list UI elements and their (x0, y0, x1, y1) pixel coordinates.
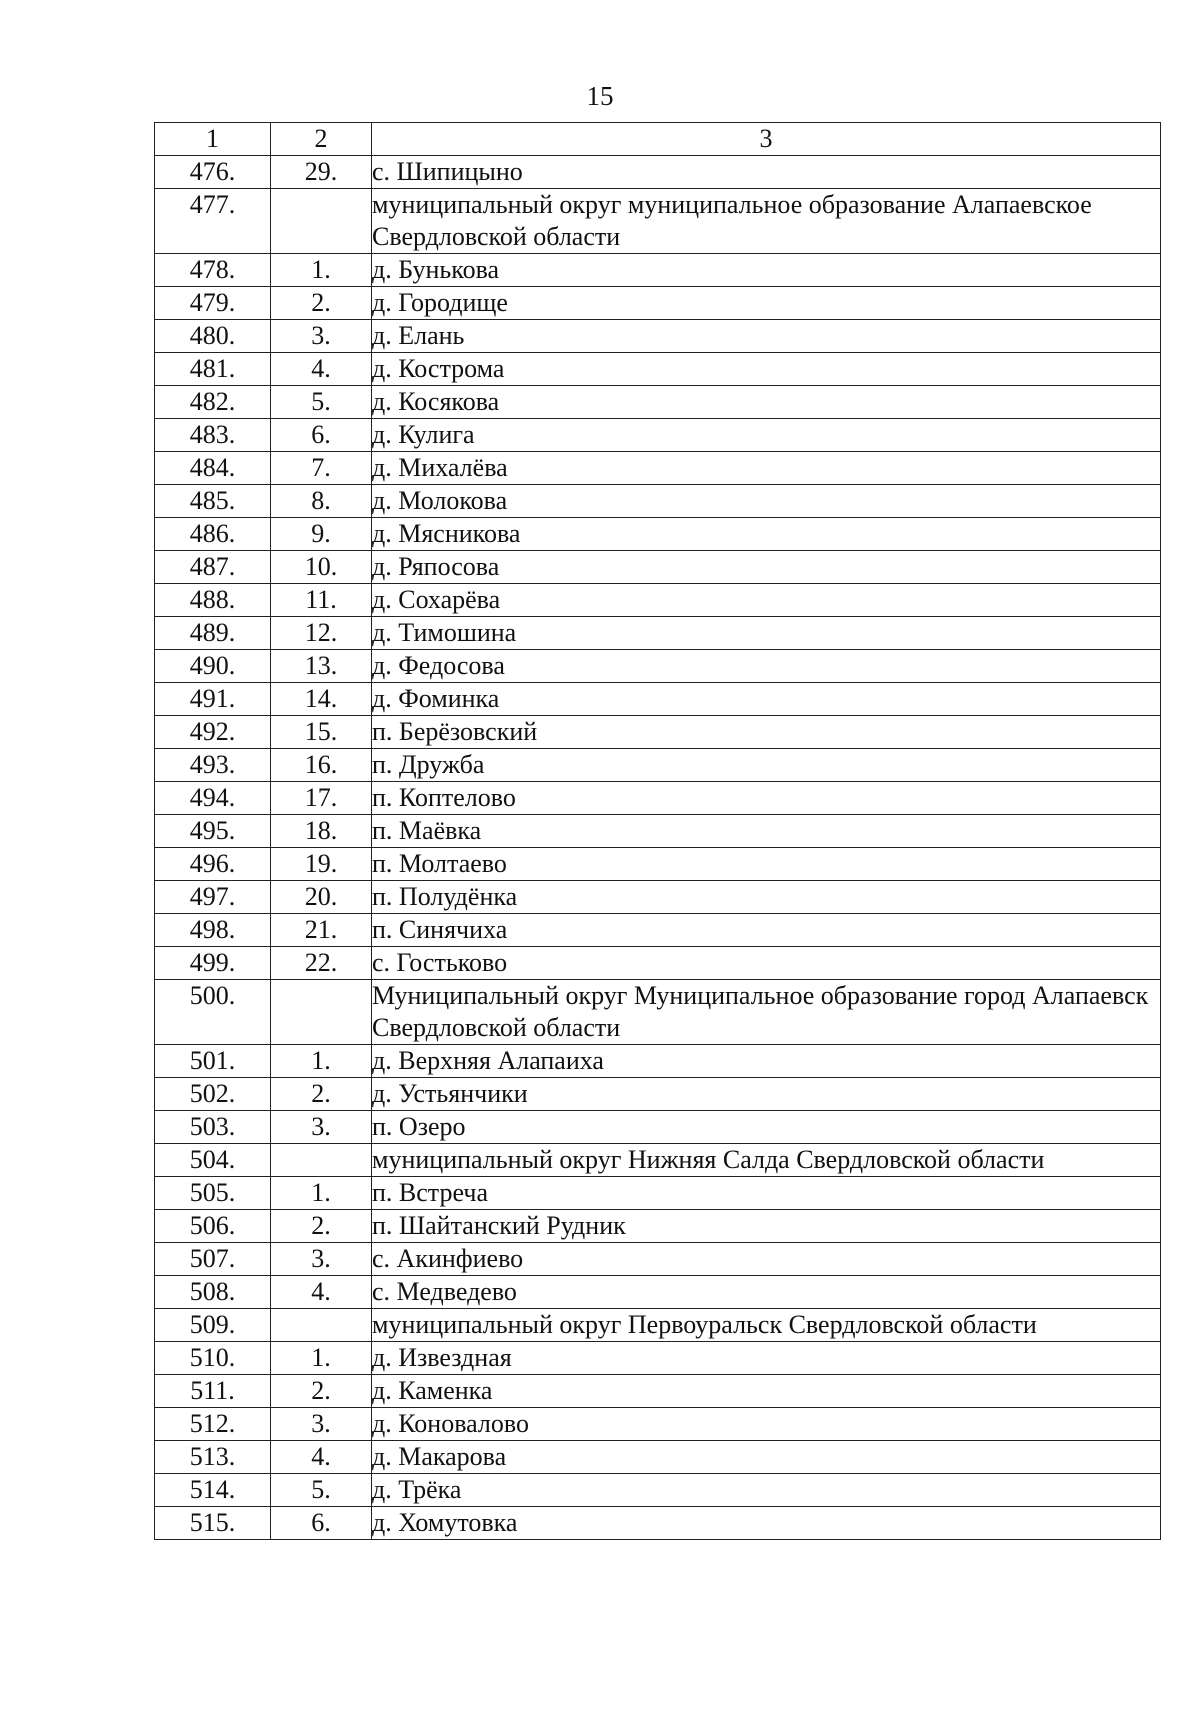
row-number-cell: 485. (155, 485, 271, 518)
row-number-cell: 491. (155, 683, 271, 716)
settlements-table (154, 122, 1161, 1540)
settlement-name-cell: д. Кострома (372, 353, 1161, 386)
table-row (155, 353, 1161, 386)
row-number-cell: 497. (155, 881, 271, 914)
table-body (155, 123, 1161, 1540)
header-cell-3: 3 (372, 123, 1161, 156)
sub-number-cell: 4. (271, 353, 372, 386)
settlement-name-cell: д. Михалёва (372, 452, 1161, 485)
row-number-cell: 480. (155, 320, 271, 353)
settlement-name-cell: д. Верхняя Алапаиха (372, 1045, 1161, 1078)
table-row (155, 156, 1161, 189)
table-row (155, 189, 1161, 254)
settlement-name-cell: д. Коновалово (372, 1408, 1161, 1441)
settlement-name-cell: д. Каменка (372, 1375, 1161, 1408)
row-number-cell: 495. (155, 815, 271, 848)
row-number-cell: 511. (155, 1375, 271, 1408)
sub-number-cell: 2. (271, 1375, 372, 1408)
sub-number-cell: 8. (271, 485, 372, 518)
row-number-cell: 494. (155, 782, 271, 815)
row-number-cell: 488. (155, 584, 271, 617)
sub-number-cell: 5. (271, 1474, 372, 1507)
sub-number-cell: 6. (271, 1507, 372, 1540)
sub-number-cell: 10. (271, 551, 372, 584)
table-row (155, 617, 1161, 650)
settlement-name-cell: д. Молокова (372, 485, 1161, 518)
table-row (155, 1111, 1161, 1144)
row-number-cell: 504. (155, 1144, 271, 1177)
row-number-cell: 492. (155, 716, 271, 749)
row-number-cell: 502. (155, 1078, 271, 1111)
sub-number-cell: 1. (271, 1045, 372, 1078)
table-row (155, 749, 1161, 782)
row-number-cell: 505. (155, 1177, 271, 1210)
row-number-cell: 507. (155, 1243, 271, 1276)
row-number-cell: 499. (155, 947, 271, 980)
settlement-name-cell: муниципальный округ муниципальное образование Алапаевское Свердловской области (372, 189, 1161, 254)
table-row (155, 518, 1161, 551)
settlement-name-cell: с. Медведево (372, 1276, 1161, 1309)
row-number-cell: 482. (155, 386, 271, 419)
settlement-name-cell: п. Шайтанский Рудник (372, 1210, 1161, 1243)
settlement-name-cell: д. Макарова (372, 1441, 1161, 1474)
table-row (155, 947, 1161, 980)
table-row (155, 683, 1161, 716)
table-row (155, 419, 1161, 452)
settlement-name-cell: п. Встреча (372, 1177, 1161, 1210)
row-number-cell: 512. (155, 1408, 271, 1441)
row-number-cell: 510. (155, 1342, 271, 1375)
table-row (155, 782, 1161, 815)
sub-number-cell: 16. (271, 749, 372, 782)
table-row (155, 1441, 1161, 1474)
settlement-name-cell: д. Елань (372, 320, 1161, 353)
settlement-name-cell: д. Бунькова (372, 254, 1161, 287)
settlement-name-cell: д. Кулига (372, 419, 1161, 452)
row-number-cell: 509. (155, 1309, 271, 1342)
row-number-cell: 514. (155, 1474, 271, 1507)
settlement-name-cell: д. Тимошина (372, 617, 1161, 650)
row-number-cell: 490. (155, 650, 271, 683)
table-row (155, 848, 1161, 881)
sub-number-cell: 1. (271, 1177, 372, 1210)
table-row (155, 452, 1161, 485)
table-row (155, 716, 1161, 749)
settlement-name-cell: п. Берёзовский (372, 716, 1161, 749)
row-number-cell: 501. (155, 1045, 271, 1078)
settlement-name-cell: муниципальный округ Нижняя Салда Свердловской области (372, 1144, 1161, 1177)
settlement-name-cell: п. Коптелово (372, 782, 1161, 815)
row-number-cell: 503. (155, 1111, 271, 1144)
table-row (155, 1507, 1161, 1540)
sub-number-cell: 4. (271, 1441, 372, 1474)
table-row (155, 287, 1161, 320)
sub-number-cell: 2. (271, 1210, 372, 1243)
table-row (155, 1210, 1161, 1243)
table-row (155, 320, 1161, 353)
settlement-name-cell: д. Мясникова (372, 518, 1161, 551)
row-number-cell: 506. (155, 1210, 271, 1243)
settlement-name-cell: с. Гостьково (372, 947, 1161, 980)
table-row (155, 485, 1161, 518)
row-number-cell: 481. (155, 353, 271, 386)
row-number-cell: 483. (155, 419, 271, 452)
row-number-cell: 515. (155, 1507, 271, 1540)
row-number-cell: 508. (155, 1276, 271, 1309)
table-row (155, 551, 1161, 584)
settlement-name-cell: п. Дружба (372, 749, 1161, 782)
settlement-name-cell: д. Извездная (372, 1342, 1161, 1375)
row-number-cell: 500. (155, 980, 271, 1045)
row-number-cell: 487. (155, 551, 271, 584)
table-row (155, 1309, 1161, 1342)
sub-number-cell (271, 189, 372, 254)
row-number-cell: 477. (155, 189, 271, 254)
sub-number-cell: 21. (271, 914, 372, 947)
sub-number-cell: 2. (271, 287, 372, 320)
row-number-cell: 478. (155, 254, 271, 287)
settlement-name-cell: п. Полудёнка (372, 881, 1161, 914)
table-header-row (155, 123, 1161, 156)
settlement-name-cell: д. Трёка (372, 1474, 1161, 1507)
row-number-cell: 489. (155, 617, 271, 650)
table-row (155, 815, 1161, 848)
settlement-name-cell: д. Фоминка (372, 683, 1161, 716)
settlement-name-cell: Муниципальный округ Муниципальное образование город Алапаевск Свердловской области (372, 980, 1161, 1045)
table-row (155, 1408, 1161, 1441)
row-number-cell: 498. (155, 914, 271, 947)
page-number: 15 (586, 81, 614, 111)
sub-number-cell: 22. (271, 947, 372, 980)
settlement-name-cell: д. Устьянчики (372, 1078, 1161, 1111)
sub-number-cell: 7. (271, 452, 372, 485)
sub-number-cell: 12. (271, 617, 372, 650)
row-number-cell: 486. (155, 518, 271, 551)
settlement-name-cell: д. Федосова (372, 650, 1161, 683)
table-row (155, 254, 1161, 287)
table-row (155, 1375, 1161, 1408)
sub-number-cell: 3. (271, 1408, 372, 1441)
settlement-name-cell: д. Сохарёва (372, 584, 1161, 617)
settlement-name-cell: п. Молтаево (372, 848, 1161, 881)
sub-number-cell: 14. (271, 683, 372, 716)
row-number-cell: 496. (155, 848, 271, 881)
table-row (155, 1243, 1161, 1276)
sub-number-cell: 17. (271, 782, 372, 815)
sub-number-cell: 20. (271, 881, 372, 914)
table-row (155, 1045, 1161, 1078)
sub-number-cell: 3. (271, 320, 372, 353)
table-row (155, 1342, 1161, 1375)
sub-number-cell (271, 980, 372, 1045)
sub-number-cell: 29. (271, 156, 372, 189)
table-row (155, 584, 1161, 617)
settlement-name-cell: д. Хомутовка (372, 1507, 1161, 1540)
settlement-name-cell: д. Ряпосова (372, 551, 1161, 584)
settlement-name-cell: д. Городище (372, 287, 1161, 320)
header-cell-1: 1 (155, 123, 271, 156)
settlement-name-cell: д. Косякова (372, 386, 1161, 419)
sub-number-cell: 3. (271, 1243, 372, 1276)
sub-number-cell: 3. (271, 1111, 372, 1144)
sub-number-cell: 18. (271, 815, 372, 848)
sub-number-cell: 19. (271, 848, 372, 881)
table-row (155, 881, 1161, 914)
sub-number-cell: 9. (271, 518, 372, 551)
table-row (155, 914, 1161, 947)
row-number-cell: 484. (155, 452, 271, 485)
settlement-name-cell: п. Синячиха (372, 914, 1161, 947)
sub-number-cell: 11. (271, 584, 372, 617)
sub-number-cell (271, 1309, 372, 1342)
sub-number-cell: 1. (271, 1342, 372, 1375)
table-row (155, 1474, 1161, 1507)
row-number-cell: 479. (155, 287, 271, 320)
sub-number-cell: 15. (271, 716, 372, 749)
table-row (155, 650, 1161, 683)
table-row (155, 980, 1161, 1045)
sub-number-cell: 4. (271, 1276, 372, 1309)
table-row (155, 1177, 1161, 1210)
header-cell-2: 2 (271, 123, 372, 156)
sub-number-cell: 6. (271, 419, 372, 452)
table-row (155, 1144, 1161, 1177)
table-row (155, 1078, 1161, 1111)
settlement-name-cell: п. Озеро (372, 1111, 1161, 1144)
settlement-name-cell: с. Акинфиево (372, 1243, 1161, 1276)
row-number-cell: 513. (155, 1441, 271, 1474)
sub-number-cell: 13. (271, 650, 372, 683)
sub-number-cell: 2. (271, 1078, 372, 1111)
settlement-name-cell: с. Шипицыно (372, 156, 1161, 189)
sub-number-cell (271, 1144, 372, 1177)
settlement-name-cell: муниципальный округ Первоуральск Свердловской области (372, 1309, 1161, 1342)
settlement-name-cell: п. Маёвка (372, 815, 1161, 848)
sub-number-cell: 1. (271, 254, 372, 287)
row-number-cell: 476. (155, 156, 271, 189)
table-row (155, 1276, 1161, 1309)
sub-number-cell: 5. (271, 386, 372, 419)
row-number-cell: 493. (155, 749, 271, 782)
table-row (155, 386, 1161, 419)
